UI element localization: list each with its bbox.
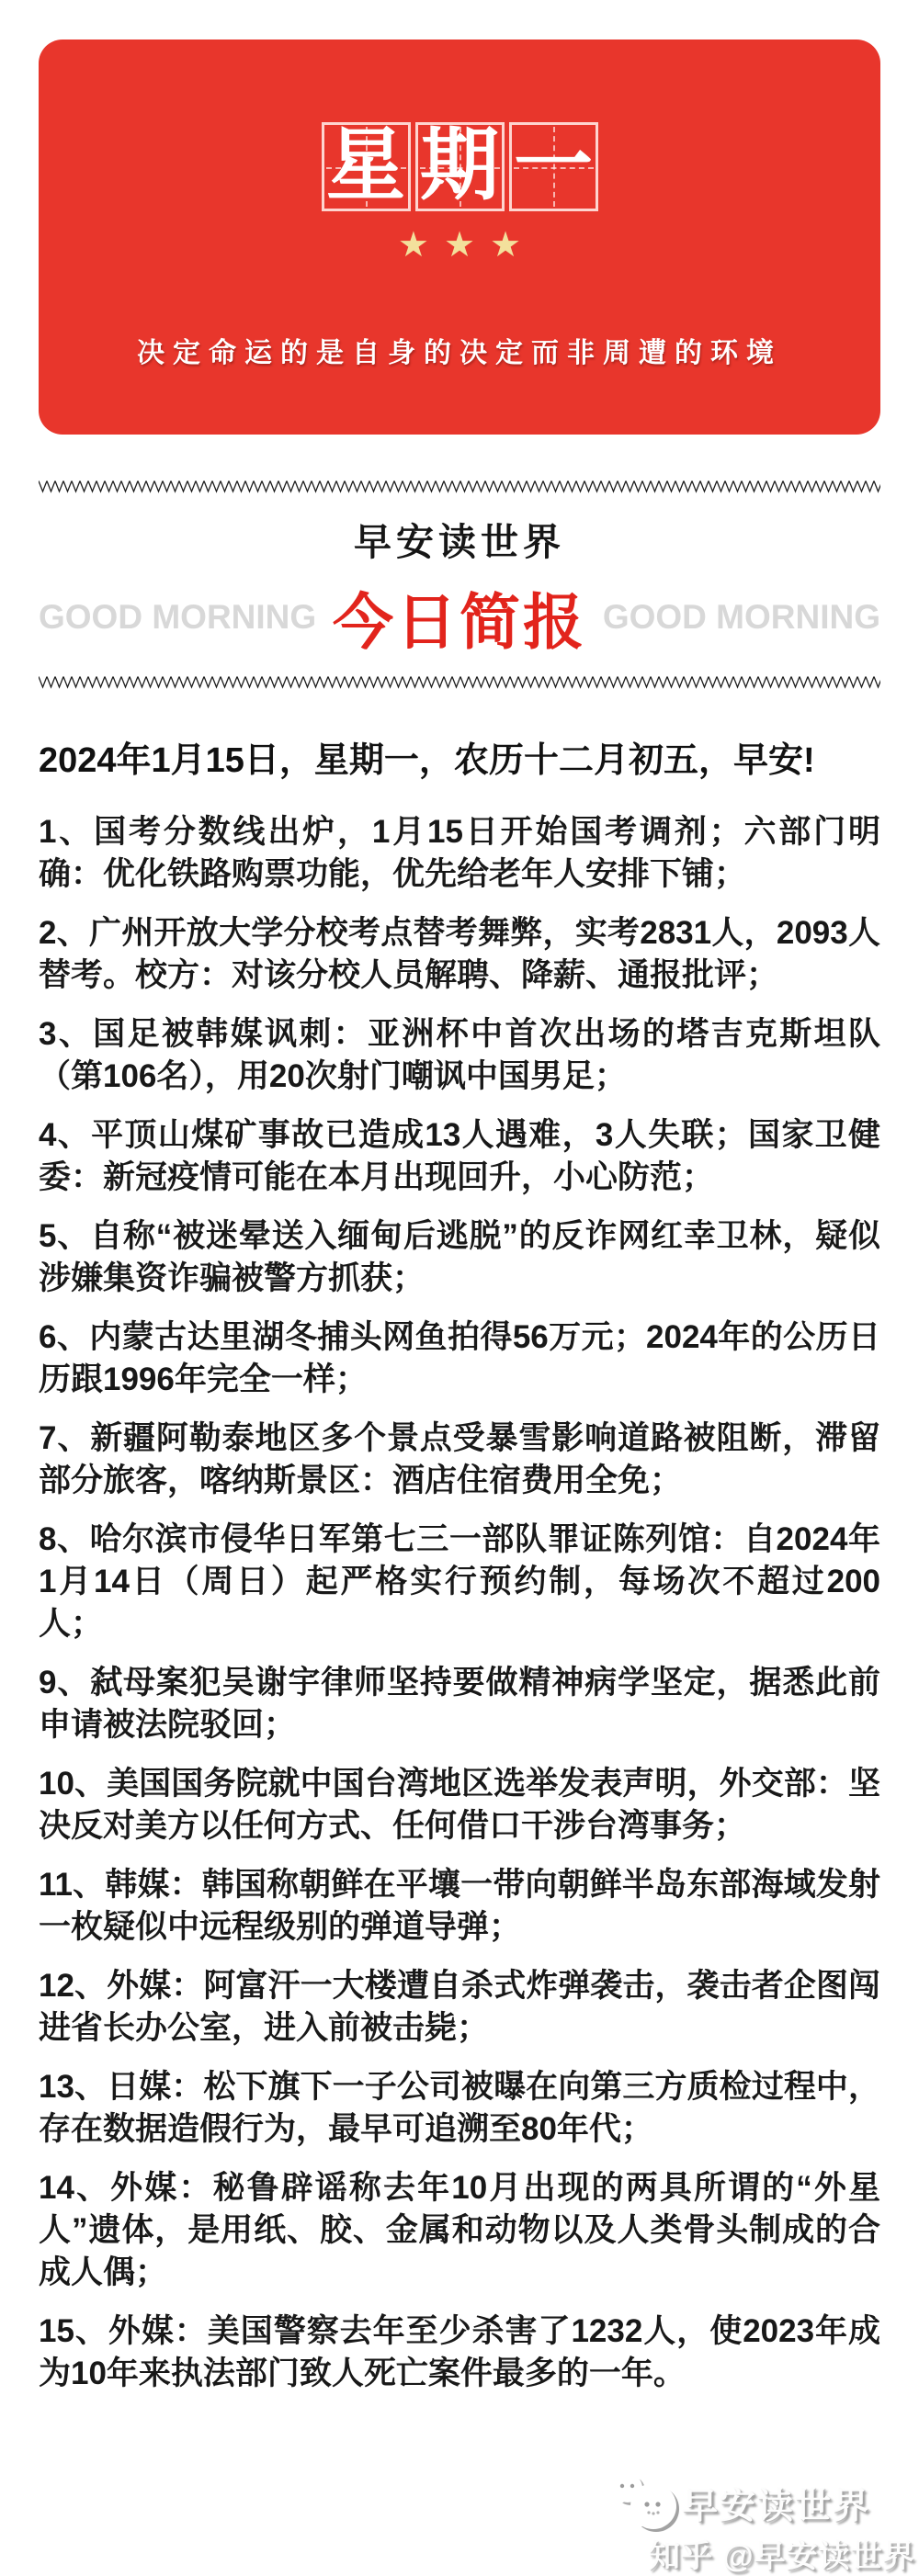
news-item: 15、外媒：美国警察去年至少杀害了1232人，使2023年成为10年来执法部门致人死亡案件最多的一年。 xyxy=(39,2313,880,2391)
news-item: 7、新疆阿勒泰地区多个景点受暴雪影响道路被阻断，滞留部分旅客，喀纳斯景区：酒店住宿费用全免； xyxy=(39,1420,880,1498)
news-item: 13、日媒：松下旗下一子公司被曝在向第三方质检过程中，存在数据造假行为，最早可追溯至80年代； xyxy=(39,2069,880,2147)
watermark-handle-text: 知乎 @早安读世界 xyxy=(649,2539,915,2574)
character-box xyxy=(415,122,505,211)
character-grid xyxy=(39,40,880,211)
chat-bubbles-logo-icon xyxy=(608,2470,682,2536)
news-item: 4、平顶山煤矿事故已造成13人遇难，3人失联；国家卫健委：新冠疫情可能在本月出现回升，小心防范； xyxy=(39,1117,880,1195)
zigzag-divider xyxy=(39,480,880,493)
watermark-brand-text: 早安读世界 xyxy=(682,2487,871,2526)
weekday-banner xyxy=(39,40,880,435)
character-box xyxy=(509,122,598,211)
page-title: 今日简报 xyxy=(333,588,586,656)
character-box xyxy=(322,122,411,211)
good-morning-left-label: GOOD MORNING xyxy=(39,597,317,636)
news-item: 5、自称“被迷晕送入缅甸后逃脱”的反诈网红幸卫林，疑似涉嫌集资诈骗被警方抓获； xyxy=(39,1218,880,1296)
watermark xyxy=(608,2470,915,2576)
news-item: 3、国足被韩媒讽刺：亚洲杯中首次出场的塔吉克斯坦队（第106名），用20次射门嘲讽中国男足； xyxy=(39,1016,880,1094)
zigzag-divider xyxy=(39,675,880,689)
news-item: 12、外媒：阿富汗一大楼遭自杀式炸弹袭击，袭击者企图闯进省长办公室，进入前被击毙； xyxy=(39,1968,880,2046)
news-item: 1、国考分数线出炉，1月15日开始国考调剂；六部门明确：优化铁路购票功能，优先给老年人安排下铺； xyxy=(39,814,880,892)
news-briefing-card xyxy=(0,40,919,2574)
brand-title: 早安读世界 xyxy=(354,521,565,563)
news-item: 2、广州开放大学分校考点替考舞弊，实考2831人，2093人替考。校方：对该分校人员解聘、降薪、通报批评； xyxy=(39,915,880,993)
weekday-char: 期 xyxy=(420,121,499,209)
motto-quote: 决定命运的是自身的决定而非周遭的环境 xyxy=(137,338,782,368)
news-item: 9、弑母案犯吴谢宇律师坚持要做精神病学坚定，据悉此前申请被法院驳回； xyxy=(39,1665,880,1743)
weekday-char: 一 xyxy=(514,121,593,209)
news-item: 6、内蒙古达里湖冬捕头网鱼拍得56万元；2024年的公历日历跟1996年完全一样； xyxy=(39,1319,880,1397)
news-item: 11、韩媒：韩国称朝鲜在平壤一带向朝鲜半岛东部海域发射一枚疑似中远程级别的弹道导弹； xyxy=(39,1867,880,1945)
news-list xyxy=(39,811,880,2395)
news-item: 10、美国国务院就中国台湾地区选举发表声明，外交部：坚决反对美方以任何方式、任何借口干涉台湾事务； xyxy=(39,1766,880,1844)
news-item: 8、哈尔滨市侵华日军第七三一部队罪证陈列馆：自2024年1月14日（周日）起严格实行预约制，每场次不超过200人； xyxy=(39,1521,880,1642)
watermark-brand-row xyxy=(608,2470,893,2536)
three-stars-icon: ★★★ xyxy=(397,226,537,265)
good-morning-right-label: GOOD MORNING xyxy=(602,597,880,636)
weekday-char: 星 xyxy=(326,121,405,209)
date-heading: 2024年1月15日，星期一，农历十二月初五，早安! xyxy=(39,741,815,780)
news-item: 14、外媒：秘鲁辟谣称去年10月出现的两具所谓的“外星人”遗体，是用纸、胶、金属和动物以及人类骨头制成的合成人偶； xyxy=(39,2170,880,2290)
masthead-row xyxy=(39,573,880,661)
